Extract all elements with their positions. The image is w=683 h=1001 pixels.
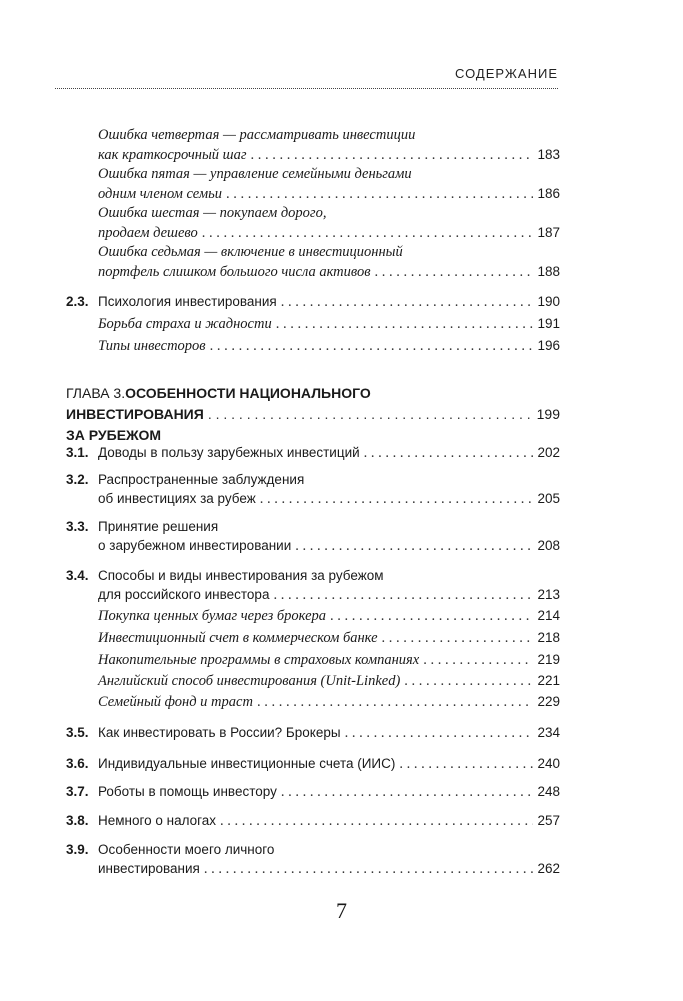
page-number: 219 [537,652,560,667]
toc-entry-error-6[interactable]: Ошибка шестая — покупаем дорого, продаем дешево . . . 187 [98,204,560,243]
page-number: 214 [537,608,560,623]
page-number: 240 [537,756,560,771]
page-number: 205 [537,491,560,506]
page-number: 229 [537,694,560,709]
toc-entry-fear-greed[interactable]: Борьба страха и жадности . . . 191 [98,314,560,334]
toc-entry-error-5[interactable]: Ошибка пятая — управление семейными деньгами одним членом семьи . . . 186 [98,165,560,204]
page-number: 191 [537,316,560,331]
toc-entry-broker[interactable]: Покупка ценных бумаг через брокера . . . 214 [98,606,560,626]
toc-section-2-3[interactable]: 2.3. Психология инвестирования . . . 190 [66,292,560,312]
toc-entry-family-fund[interactable]: Семейный фонд и траст . . . 229 [98,692,560,712]
toc-entry-unit-linked[interactable]: Английский способ инвестирования (Unit-Linked) . . . 221 [98,671,560,691]
toc-section-3-2[interactable]: 3.2. Распространенные заблуждения об инвестициях за рубеж . . . 205 [66,470,560,509]
section-number: 2.3. [66,294,89,309]
toc-section-3-7[interactable]: 3.7. Роботы в помощь инвестору . . . 248 [66,782,560,802]
toc-section-3-6[interactable]: 3.6. Индивидуальные инвестиционные счета (ИИС) . . . 240 [66,754,560,774]
page-number: 196 [537,338,560,353]
page-number: 248 [537,784,560,799]
page-number: 199 [536,406,560,422]
toc-entry-bank-account[interactable]: Инвестиционный счет в коммерческом банке . . . 218 [98,628,560,648]
header-rule [55,88,558,89]
toc-entry-error-7[interactable]: Ошибка седьмая — включение в инвестиционный портфель слишком большого числа активов . . . 188 [98,243,560,282]
page-number: 188 [537,264,560,279]
page-number: 221 [537,673,560,688]
running-head: СОДЕРЖАНИЕ [454,66,558,81]
page-number: 183 [537,147,560,162]
toc-section-3-9[interactable]: 3.9. Особенности моего личного инвестирования . . . 262 [66,840,560,879]
page-number: 234 [537,725,560,740]
page-number: 208 [537,538,560,553]
toc-entry-investor-types[interactable]: Типы инвесторов . . . 196 [98,336,560,356]
toc-chapter-3[interactable]: ГЛАВА 3. ОСОБЕННОСТИ НАЦИОНАЛЬНОГО ИНВЕСТИРОВАНИЯ ЗА РУБЕЖОМ . . . 199 [66,383,560,446]
toc-section-3-4[interactable]: 3.4. Способы и виды инвестирования за рубежом для российского инвестора . . . 213 [66,566,560,605]
toc-section-3-1[interactable]: 3.1. Доводы в пользу зарубежных инвестиций . . . 202 [66,443,560,463]
page-number: 213 [537,587,560,602]
folio-page-number: 7 [336,898,347,923]
toc-section-3-3[interactable]: 3.3. Принятие решения о зарубежном инвестировании . . . 208 [66,517,560,556]
page-number: 190 [537,294,560,309]
toc-entry-error-4[interactable]: Ошибка четвертая — рассматривать инвестиции как краткосрочный шаг . . . 183 [98,126,560,165]
chapter-label: ГЛАВА 3. [66,385,126,401]
toc-entry-insurance[interactable]: Накопительные программы в страховых компаниях . . . 219 [98,650,560,670]
toc-section-3-8[interactable]: 3.8. Немного о налогах . . . 257 [66,811,560,831]
page-number: 262 [537,861,560,876]
toc-section-3-5[interactable]: 3.5. Как инвестировать в России? Брокеры . . . 234 [66,723,560,743]
page-number: 218 [537,630,560,645]
page-number: 187 [537,225,560,240]
page-number: 186 [537,186,560,201]
page-number: 257 [537,813,560,828]
page-number: 202 [537,445,560,460]
chapter-title: ОСОБЕННОСТИ НАЦИОНАЛЬНОГО [125,385,371,401]
